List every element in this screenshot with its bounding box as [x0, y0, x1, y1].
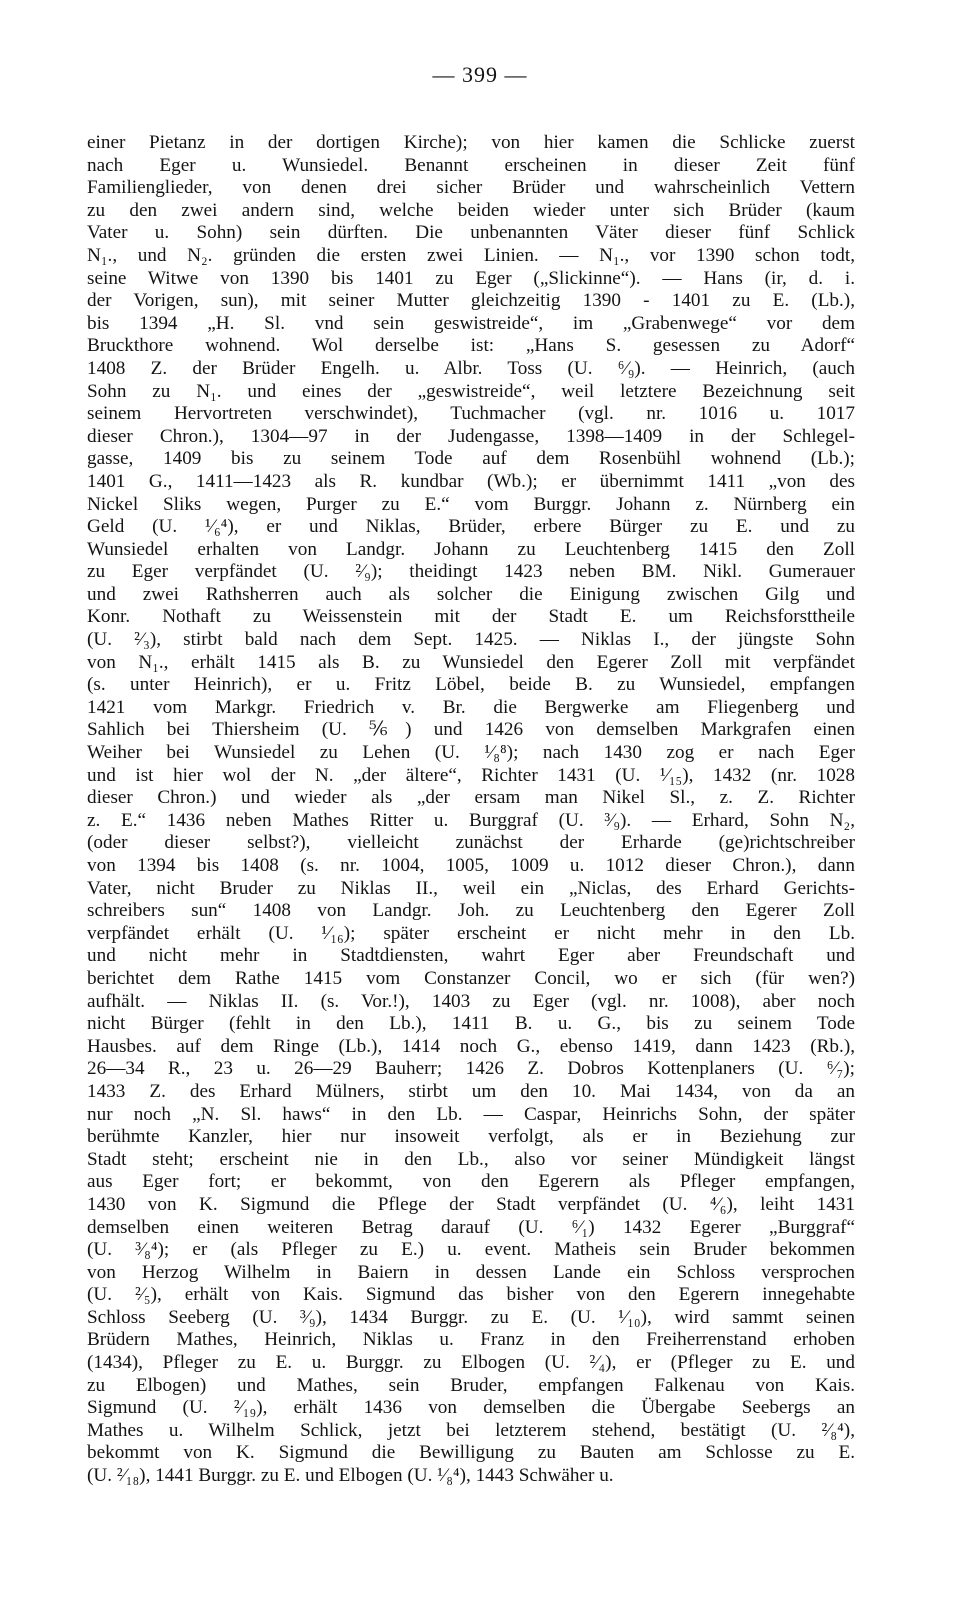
text-line: Hausbes. auf dem Ringe (Lb.), 1414 noch G., ebenso 1419, dann 1423 (Rb.),: [87, 1035, 855, 1057]
text-line: Brüdern Mathes, Heinrich, Niklas u. Franz in den Freiherrenstand erhoben: [87, 1329, 855, 1351]
text-line: von 1394 bis 1408 (s. nr. 1004, 1005, 1009 u. 1012 dieser Chron.), dann: [87, 855, 855, 876]
text-line: nach Eger u. Wunsiedel. Benannt erscheinen in dieser Zeit fünf: [87, 154, 855, 176]
text-line: 1408 Z. der Brüder Engelh. u. Albr. Toss (U. ⁶⁄₉). — Heinrich, (auch: [87, 357, 855, 379]
text-line: aufhält. — Niklas II. (s. Vor.!), 1403 zu Eger (vgl. nr. 1008), aber noch: [87, 990, 855, 1012]
text-line: Nickel Sliks wegen, Purger zu E.“ vom Burggr. Johann z. Nürnberg ein: [87, 493, 855, 515]
text-line: seine Witwe von 1390 bis 1401 zu Eger („Slickinne“). — Hans (ir, d. i.: [87, 267, 855, 289]
body-text: [87, 132, 855, 1488]
text-line: aus Eger fort; er bekommt, von den Egerern als Pfleger empfangen,: [87, 1171, 855, 1193]
text-line: Bruckthore wohnend. Wol derselbe ist: „Hans S. gesessen zu Adorf“: [87, 335, 855, 357]
text-line: 26—34 R., 23 u. 26—29 Bauherr; 1426 Z. Dobros Kottenplaners (U. ⁶⁄₇);: [87, 1058, 855, 1080]
text-line: Weiher bei Wunsiedel zu Lehen (U. ¹⁄₈⁸); nach 1430 zog er nach Eger: [87, 742, 855, 764]
text-line: Vater u. Sohn) sein dürften. Die unbenannten Väter dieser fünf Schlick: [87, 222, 855, 244]
text-line: 1401 G., 1411—1423 als R. kundbar (Wb.); er übernimmt 1411 „von des: [87, 470, 855, 492]
text-line: Sigmund (U. ²⁄₁₉), erhält 1436 von demselben die Übergabe Seebergs an: [87, 1397, 855, 1419]
text-line: N₁., und N₂. gründen die ersten zwei Linien. — N₁., vor 1390 schon todt,: [87, 244, 855, 266]
text-line: (U. ³⁄₈⁴); er (als Pfleger zu E.) u. event. Matheis sein Bruder bekommen: [87, 1239, 855, 1261]
text-line: seinem Hervortreten verschwindet), Tuchmacher (vgl. nr. 1016 u. 1017: [87, 403, 855, 425]
text-line: Vater, nicht Bruder zu Niklas II., weil ein „Niclas, des Erhard Gerichts-: [87, 877, 855, 899]
text-line: schreibers sun“ 1408 von Landgr. Joh. zu Leuchtenberg den Egerer Zoll: [87, 900, 855, 922]
text-line: von Herzog Wilhelm in Baiern in dessen Lande ein Schloss versprochen: [87, 1261, 855, 1283]
text-line: (s. unter Heinrich), er u. Fritz Löbel, beide B. zu Wunsiedel, empfangen: [87, 674, 855, 696]
text-line: Familienglieder, von denen drei sicher Brüder und wahrscheinlich Vettern: [87, 177, 855, 199]
text-line: Stadt steht; erscheint nie in den Lb., also vor seiner Mündigkeit längst: [87, 1148, 855, 1170]
text-line: dieser Chron.) und wieder als „der ersam man Nikel Sl., z. Z. Richter: [87, 787, 855, 809]
text-line: demselben einen weiteren Betrag darauf (U. ⁶⁄₁) 1432 Egerer „Burggraf“: [87, 1216, 855, 1238]
text-line: 1430 von K. Sigmund die Pflege der Stadt verpfändet (U. ⁴⁄₆), leiht 1431: [87, 1193, 855, 1215]
text-line: Geld (U. ¹⁄₆⁴), er und Niklas, Brüder, erbere Bürger zu E. und zu: [87, 516, 855, 538]
text-line: und zwei Rathsherren auch als solcher die Einigung zwischen Gilg und: [87, 583, 855, 605]
text-line: (U. ²⁄₃), stirbt bald nach dem Sept. 1425. — Niklas I., der jüngste Sohn: [87, 629, 855, 651]
text-line: Mathes u. Wilhelm Schlick, jetzt bei letzterem stehend, bestätigt (U. ²⁄₈⁴),: [87, 1419, 855, 1441]
text-line: und ist hier wol der N. „der ältere“, Richter 1431 (U. ¹⁄₁₅), 1432 (nr. 1028: [87, 764, 855, 786]
text-line: berichtet dem Rathe 1415 vom Constanzer Concil, wo er sich (für wen?): [87, 967, 855, 989]
text-line: von N₁., erhält 1415 als B. zu Wunsiedel den Egerer Zoll mit verpfändet: [87, 651, 855, 673]
text-line: Sahlich bei Thiersheim (U. ⅚) und 1426 von demselben Markgrafen einen: [87, 719, 855, 741]
text-line: bis 1394 „H. Sl. vnd sein geswistreide“, im „Grabenwege“ vor dem: [87, 312, 855, 334]
text-line: zu Elbogen) und Mathes, sein Bruder, empfangen Falkenau von Kais.: [87, 1374, 855, 1396]
text-line: Konr. Nothaft zu Weissenstein mit der Stadt E. um Reichsforsttheile: [87, 606, 855, 628]
text-line: zu den zwei andern sind, welche beiden wieder unter sich Brüder (kaum: [87, 199, 855, 221]
text-line: Wunsiedel erhalten von Landgr. Johann zu Leuchtenberg 1415 den Zoll: [87, 538, 855, 560]
text-line: einer Pietanz in der dortigen Kirche); von hier kamen die Schlicke zuerst: [87, 132, 855, 153]
page-number: — 399 —: [432, 62, 528, 87]
text-line: (oder dieser selbst?), vielleicht zunächst der Erharde (ge)richtschreiber: [87, 832, 855, 854]
text-line: zu Eger verpfändet (U. ²⁄₉); theidingt 1423 neben BM. Nikl. Gumerauer: [87, 561, 855, 583]
text-line: und nicht mehr in Stadtdiensten, wahrt Eger aber Freundschaft und: [87, 945, 855, 967]
text-line: Sohn zu N₁. und eines der „geswistreide“, weil letztere Bezeichnung seit: [87, 380, 855, 402]
text-line: berühmte Kanzler, hier nur insoweit verfolgt, als er in Beziehung zur: [87, 1126, 855, 1148]
text-line: z. E.“ 1436 neben Mathes Ritter u. Burggraf (U. ³⁄₉). — Erhard, Sohn N₂,: [87, 809, 855, 831]
text-line: 1433 Z. des Erhard Mülners, stirbt um den 10. Mai 1434, von da an: [87, 1080, 855, 1102]
text-line: nicht Bürger (fehlt in den Lb.), 1411 B. u. G., bis zu seinem Tode: [87, 1013, 855, 1035]
text-line: 1421 vom Markgr. Friedrich v. Br. die Bergwerke am Fliegenberg und: [87, 696, 855, 718]
text-line: Schloss Seeberg (U. ³⁄₉), 1434 Burggr. zu E. (U. ¹⁄₁₀), wird sammt seinen: [87, 1306, 855, 1328]
text-line: verpfändet erhält (U. ¹⁄₁₆); später erscheint er nicht mehr in den Lb.: [87, 922, 855, 944]
text-line: (U. ²⁄₁₈), 1441 Burggr. zu E. und Elbogen (U. ¹⁄₈⁴), 1443 Schwäher u.: [87, 1465, 614, 1487]
text-line: bekommt von K. Sigmund die Bewilligung zu Bauten am Schlosse zu E.: [87, 1442, 855, 1464]
text-line: (U. ²⁄₅), erhält von Kais. Sigmund das bisher von den Egerern innegehabte: [87, 1284, 855, 1306]
text-line: der Vorigen, sun), mit seiner Mutter gleichzeitig 1390 - 1401 zu E. (Lb.),: [87, 290, 855, 312]
text-line: nur noch „N. Sl. haws“ in den Lb. — Caspar, Heinrichs Sohn, der später: [87, 1103, 855, 1125]
text-line: dieser Chron.), 1304—97 in der Judengasse, 1398—1409 in der Schlegel-: [87, 425, 855, 447]
text-line: (1434), Pfleger zu E. u. Burggr. zu Elbogen (U. ²⁄₄), er (Pfleger zu E. und: [87, 1352, 855, 1374]
text-line: gasse, 1409 bis zu seinem Tode auf dem Rosenbühl wohnend (Lb.);: [87, 448, 855, 470]
